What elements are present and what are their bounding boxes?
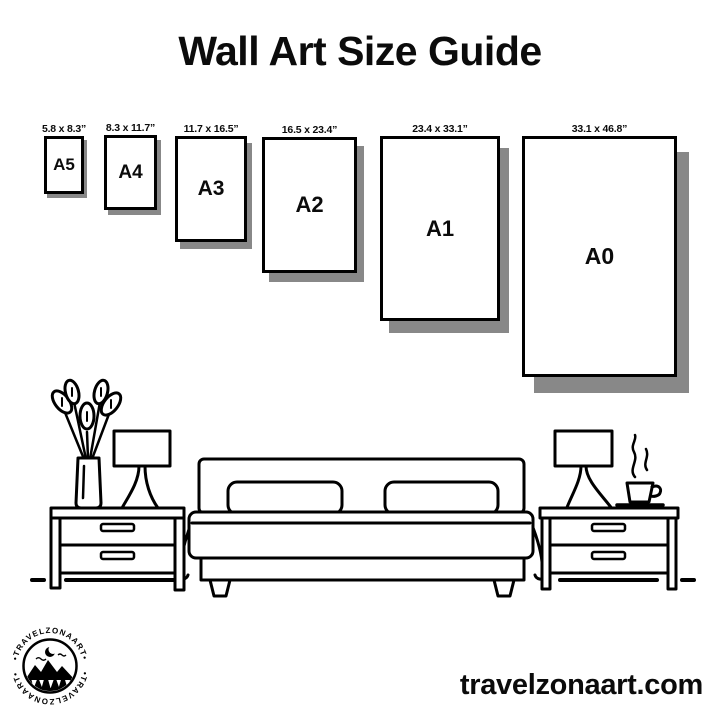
logo-arc-text-bottom: •TRAVELZONAART• — [10, 670, 90, 707]
paper-a5-code: A5 — [53, 155, 75, 174]
paper-a5-dimensions: 5.8 x 8.3” — [41, 123, 87, 135]
logo-arc-text-top: •TRAVELZONAART• — [10, 625, 90, 662]
steam-icon — [633, 435, 648, 477]
paper-size-a4 — [104, 122, 157, 210]
paper-a4-dimensions: 8.3 x 11.7” — [105, 122, 156, 134]
paper-size-a1 — [380, 123, 500, 321]
paper-a2-dimensions: 16.5 x 23.4” — [281, 124, 338, 136]
table-lamp-left-icon — [114, 431, 170, 508]
paper-size-a5 — [41, 123, 87, 194]
paper-a1-code: A1 — [425, 215, 455, 241]
paper-a2-code: A2 — [295, 192, 324, 217]
page-title: Wall Art Size Guide — [178, 28, 542, 74]
double-bed-icon — [189, 459, 533, 596]
bedroom-illustration — [0, 375, 720, 600]
paper-size-a3 — [175, 123, 247, 242]
paper-a3-dimensions: 11.7 x 16.5” — [183, 123, 239, 135]
nightstand-right-icon — [540, 508, 678, 589]
coffee-cup-icon — [617, 435, 663, 505]
paper-a3-code: A3 — [197, 177, 225, 200]
paper-size-a2 — [262, 124, 357, 273]
paper-a1-dimensions: 23.4 x 33.1” — [412, 123, 468, 135]
paper-a0-code: A0 — [584, 243, 615, 269]
paper-a4-code: A4 — [118, 161, 143, 183]
nightstand-left-icon — [51, 508, 184, 590]
paper-size-a0 — [522, 123, 677, 377]
brand-logo-badge — [6, 622, 94, 710]
table-lamp-right-icon — [555, 431, 613, 510]
website-url: travelzonaart.com — [459, 669, 703, 701]
paper-a0-dimensions: 33.1 x 46.8” — [571, 123, 628, 135]
